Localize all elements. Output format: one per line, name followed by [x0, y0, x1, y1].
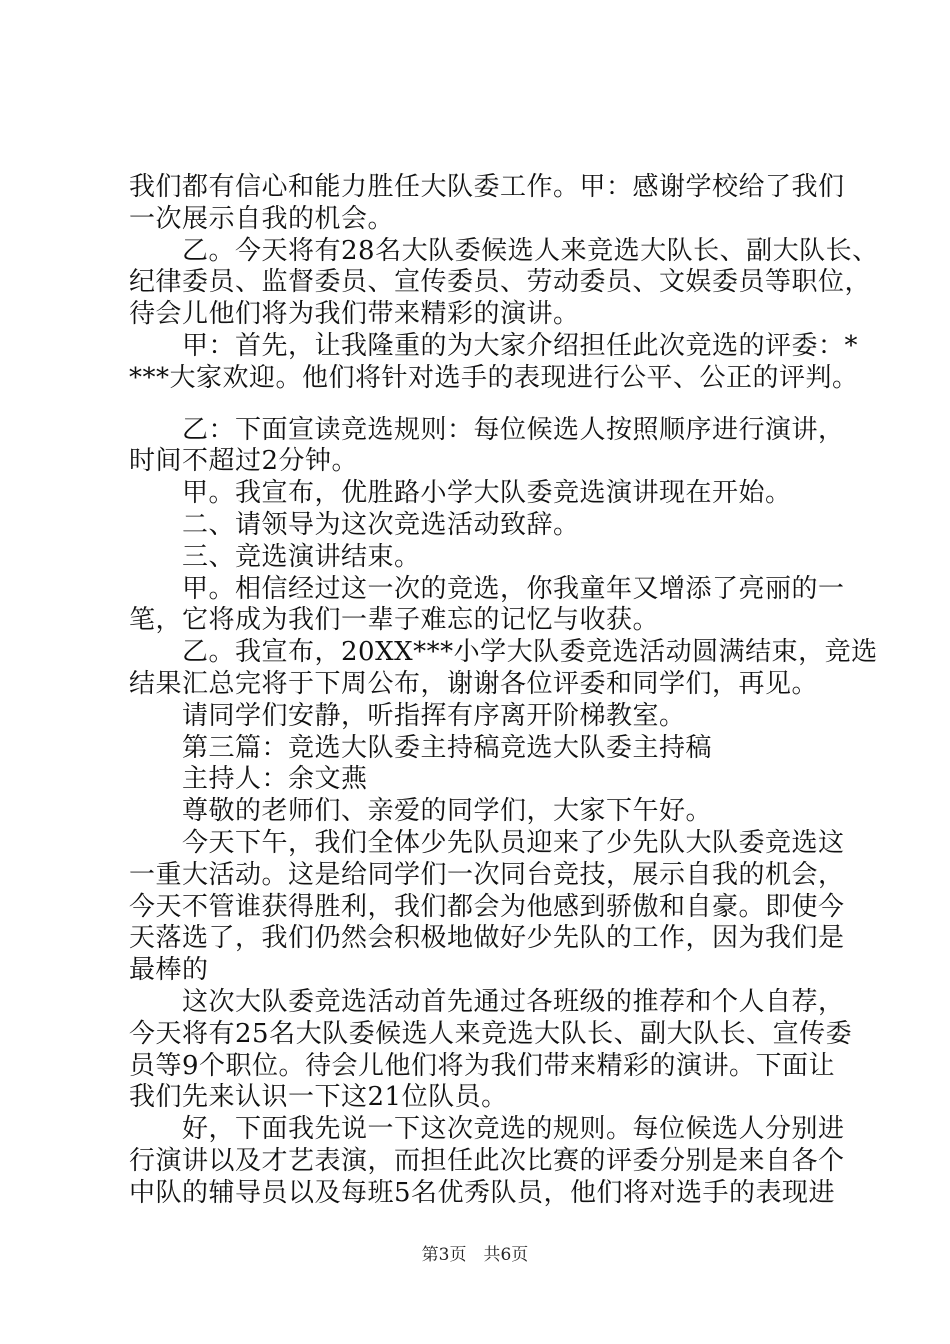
text-line: 一重大活动。这是给同学们一次同台竞技，展示自我的机会，: [129, 859, 845, 890]
text-line: ***大家欢迎。他们将针对选手的表现进行公平、公正的评判。: [129, 362, 859, 393]
text-line: 这次大队委竞选活动首先通过各班级的推荐和个人自荐，: [129, 986, 845, 1017]
text-line: 纪律委员、监督委员、宣传委员、劳动委员、文娱委员等职位，: [129, 267, 872, 298]
text-line: 甲：首先，让我隆重的为大家介绍担任此次竞选的评委：*: [129, 330, 859, 361]
text-line: 二、请领导为这次竞选活动致辞。: [129, 509, 580, 540]
text-line: 我们先来认识一下这21位队员。: [129, 1082, 508, 1113]
text-line: 天落选了，我们仍然会积极地做好少先队的工作，因为我们是: [129, 923, 845, 954]
text-line: 乙：下面宣读竞选规则：每位候选人按照顺序进行演讲，: [129, 414, 845, 445]
text-line: 甲。相信经过这一次的竞选，你我童年又增添了亮丽的一: [129, 573, 845, 604]
text-line: 一次展示自我的机会。: [129, 203, 395, 234]
text-line: 时间不超过2分钟。: [129, 446, 359, 477]
text-line: 今天将有25名大队委候选人来竞选大队长、副大队长、宣传委: [129, 1018, 853, 1049]
text-line: 最棒的: [129, 955, 209, 986]
paragraph-gap: [129, 395, 829, 415]
text-line: 三、竞选演讲结束。: [129, 541, 421, 572]
text-line: 甲。我宣布，优胜路小学大队委竞选演讲现在开始。: [129, 478, 792, 509]
text-line: 乙。今天将有28名大队委候选人来竞选大队长、副大队长、: [129, 235, 879, 266]
text-line: 结果汇总完将于下周公布，谢谢各位评委和同学们，再见。: [129, 668, 819, 699]
text-line: 好，下面我先说一下这次竞选的规则。每位候选人分别进: [129, 1114, 845, 1145]
text-line: 行演讲以及才艺表演，而担任此次比赛的评委分别是来自各个: [129, 1145, 845, 1176]
text-line: 今天下午，我们全体少先队员迎来了少先队大队委竞选这: [129, 827, 845, 858]
text-line: 尊敬的老师们、亲爱的同学们，大家下午好。: [129, 796, 713, 827]
text-line: 待会儿他们将为我们带来精彩的演讲。: [129, 299, 580, 330]
text-line: 中队的辅导员以及每班5名优秀队员，他们将对选手的表现进: [129, 1177, 836, 1208]
text-line: 主持人：余文燕: [129, 764, 368, 795]
page-number-footer: 第3页 共6页: [421, 1245, 529, 1265]
text-line: 今天不管谁获得胜利，我们都会为他感到骄傲和自豪。即使今: [129, 891, 845, 922]
section-heading: 第三篇：竞选大队委主持稿竞选大队委主持稿: [129, 732, 713, 763]
text-line: 笔，它将成为我们一辈子难忘的记忆与收获。: [129, 605, 660, 636]
text-line: 我们都有信心和能力胜任大队委工作。甲：感谢学校给了我们: [129, 172, 845, 202]
text-line: 请同学们安静，听指挥有序离开阶梯教室。: [129, 700, 686, 731]
text-line: 乙。我宣布，20XX***小学大队委竞选活动圆满结束，竞选: [129, 637, 878, 668]
document-body: [129, 172, 879, 1210]
text-line: 员等9个职位。待会儿他们将为我们带来精彩的演讲。下面让: [129, 1050, 836, 1081]
